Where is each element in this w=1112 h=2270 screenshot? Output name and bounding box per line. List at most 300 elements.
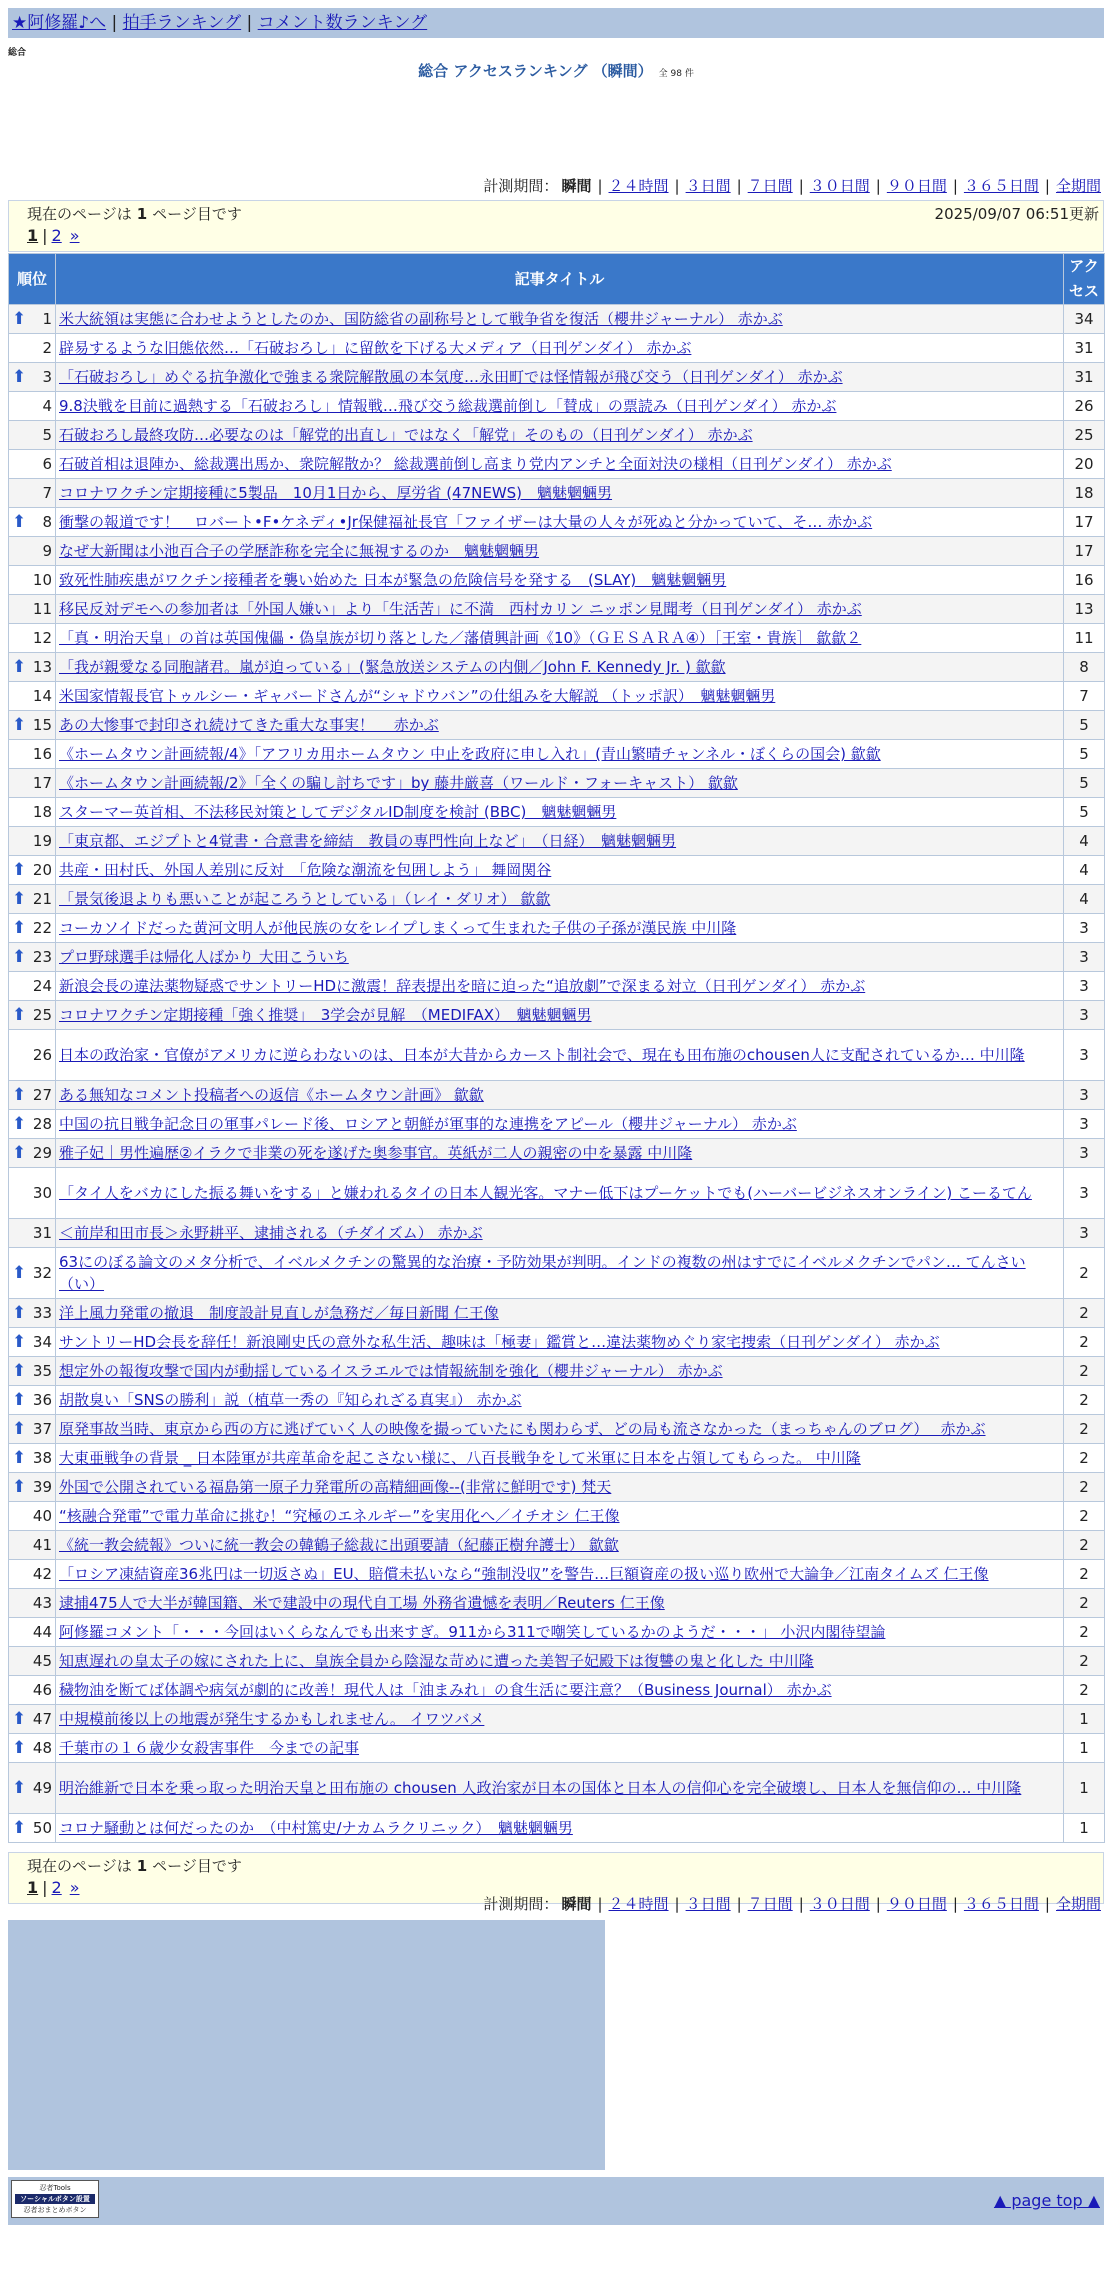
ninja-top-label: 忍者Tools <box>39 2184 71 2192</box>
access-count: 16 <box>1064 566 1105 595</box>
access-count: 5 <box>1064 798 1105 827</box>
title-cell <box>56 1763 1064 1814</box>
rank-cell <box>9 972 56 1001</box>
ranking-row <box>9 392 1105 421</box>
period-option-link[interactable]: ３日間 <box>685 177 731 195</box>
ranking-row <box>9 1110 1105 1139</box>
title-cell <box>56 1560 1064 1589</box>
ranking-table <box>8 253 1105 1843</box>
comment-ranking-link[interactable]: コメント数ランキング <box>257 13 428 33</box>
rank-cell <box>9 1444 56 1473</box>
ranking-row <box>9 1030 1105 1081</box>
article-title-link[interactable]: スターマー英首相、不法移民対策としてデジタルID制度を検討 (BBC) 魑魅魍魎男 <box>59 803 617 821</box>
access-count: 3 <box>1064 1139 1105 1168</box>
article-title-link[interactable]: 《ホームタウン計画続報/2》「全くの騙し討ちです」by 藤井厳喜（ワールド・フォーキャスト） 歙歙 <box>59 774 738 792</box>
article-title-link[interactable]: 石破おろし最終攻防…必要なのは「解党的出直し」ではなく「解党」そのもの（日刊ゲンダイ） 赤かぶ <box>59 426 753 444</box>
rank-number: 38 <box>32 1449 52 1467</box>
page-2-link[interactable]: 2 <box>51 226 62 245</box>
title-cell <box>56 1110 1064 1139</box>
access-count: 2 <box>1064 1502 1105 1531</box>
access-count: 7 <box>1064 682 1105 711</box>
article-title-link[interactable]: 大東亜戦争の背景 _ 日本陸軍が共産革命を起こさない様に、八百長戦争をして米軍に日本を占領してもらった。 中川隆 <box>59 1449 861 1467</box>
rank-up-arrow-icon: ⬆ <box>12 860 27 880</box>
title-cell <box>56 1734 1064 1763</box>
rank-number: 3 <box>42 368 52 386</box>
title-cell <box>56 363 1064 392</box>
ranking-row <box>9 1763 1105 1814</box>
rank-number: 41 <box>32 1536 52 1554</box>
article-title-link[interactable]: あの大惨事で封印され続けてきた重大な事実！ 赤かぶ <box>59 716 439 734</box>
ranking-row <box>9 1415 1105 1444</box>
ranking-row <box>9 1444 1105 1473</box>
title-cell <box>56 1618 1064 1647</box>
rank-number: 15 <box>32 716 52 734</box>
ranking-row <box>9 1560 1105 1589</box>
period-sep: | <box>597 177 603 195</box>
rank-number: 31 <box>32 1224 52 1242</box>
page-sep: | <box>42 226 48 245</box>
rank-number: 48 <box>32 1739 52 1757</box>
rank-up-arrow-icon: ⬆ <box>12 657 27 677</box>
access-count: 20 <box>1064 450 1105 479</box>
rank-up-arrow-icon: ⬆ <box>12 1390 27 1410</box>
col-rank-header: 順位 <box>9 254 56 305</box>
rank-number: 32 <box>32 1264 52 1282</box>
article-title-link[interactable]: 辟易するような旧態依然…「石破おろし」に留飲を下げる大メディア（日刊ゲンダイ） 赤かぶ <box>59 339 692 357</box>
ranking-row <box>9 1734 1105 1763</box>
article-title-link[interactable]: 9.8決戦を目前に過熱する「石破おろし」情報戦…飛び交う総裁選前倒し「賛成」の票読み（日刊ゲンダイ） 赤かぶ <box>59 397 837 415</box>
rank-cell <box>9 740 56 769</box>
rank-cell <box>9 1248 56 1299</box>
rank-cell <box>9 711 56 740</box>
article-title-link[interactable]: 「タイ人をバカにした振る舞いをする」と嫌われるタイの日本人観光客。マナー低下はプーケットでも(ハーバービジネスオンライン) こーるてん <box>59 1184 1032 1202</box>
rank-cell <box>9 885 56 914</box>
rank-cell <box>9 798 56 827</box>
access-count: 1 <box>1064 1705 1105 1734</box>
ranking-row <box>9 1589 1105 1618</box>
rank-cell <box>9 1328 56 1357</box>
access-count: 3 <box>1064 1001 1105 1030</box>
article-title-link[interactable]: 共産・田村氏、外国人差別に反対 「危険な潮流を包囲しよう」 舞岡関谷 <box>59 861 552 879</box>
article-title-link[interactable]: 「真・明治天皇」の首は英国傀儡・偽皇族が切り落とした／藩債興計画《10》（ＧＥＳＡＲＡ④）［王室・貴族］ 歙歙２ <box>59 629 862 647</box>
rank-up-arrow-icon: ⬆ <box>12 367 27 387</box>
page-status <box>27 1855 1093 1876</box>
period-option-link[interactable]: ３０日間 <box>809 177 870 195</box>
title-cell <box>56 1219 1064 1248</box>
access-count: 2 <box>1064 1560 1105 1589</box>
rank-number: 11 <box>32 600 52 618</box>
ranking-row <box>9 1357 1105 1386</box>
rank-cell <box>9 653 56 682</box>
ranking-row <box>9 653 1105 682</box>
ranking-row <box>9 624 1105 653</box>
title-cell <box>56 1814 1064 1843</box>
rank-up-arrow-icon: ⬆ <box>12 1448 27 1468</box>
period-option-link[interactable]: ２４時間 <box>608 1895 669 1913</box>
rank-up-arrow-icon: ⬆ <box>12 309 27 329</box>
rank-cell <box>9 1357 56 1386</box>
article-title-link[interactable]: 日本の政治家・官僚がアメリカに逆らわないのは、日本が大昔からカースト制社会で、現在も田布施のchousen人に支配されているか… 中川隆 <box>59 1046 1025 1064</box>
access-count: 2 <box>1064 1618 1105 1647</box>
article-title-link[interactable]: 「我が親愛なる同胞諸君。嵐が迫っている」(緊急放送システムの内側／John F. Kennedy Jr. ) 歙歙 <box>59 658 726 676</box>
access-count: 5 <box>1064 711 1105 740</box>
title-cell <box>56 624 1064 653</box>
article-title-link[interactable]: 「ロシア凍結資産36兆円は一切返さぬ」EU、賠償未払いなら“強制没収”を警告…巨額資産の扱い巡り欧州で大論争／江南タイムズ 仁王像 <box>59 1565 989 1583</box>
article-title-link[interactable]: 原発事故当時、東京から西の方に逃げていく人の映像を撮っていたにも関わらず、どの局も流さなかった（まっちゃんのブログ） 赤かぶ <box>59 1420 986 1438</box>
access-count: 18 <box>1064 479 1105 508</box>
article-title-link[interactable]: 「景気後退よりも悪いことが起ころうとしている」（レイ・ダリオ） 歙歙 <box>59 890 551 908</box>
access-count: 2 <box>1064 1531 1105 1560</box>
nav-sep: | <box>111 13 118 33</box>
period-option-link[interactable]: 全期間 <box>1055 177 1101 195</box>
title-cell <box>56 711 1064 740</box>
rank-cell <box>9 1560 56 1589</box>
access-count: 1 <box>1064 1734 1105 1763</box>
rank-number: 5 <box>42 426 52 444</box>
ranking-row <box>9 1814 1105 1843</box>
article-title-link[interactable]: 阿修羅コメント「・・・今回はいくらなんでも出来すぎ。911から311で嘲笑しているかのようだ・・・」 小沢内閣待望論 <box>59 1623 886 1641</box>
article-title-link[interactable]: サントリーHD会長を辞任！新浪剛史氏の意外な私生活、趣味は「極妻」鑑賞と…違法薬物めぐり家宅捜索（日刊ゲンダイ） 赤かぶ <box>59 1333 940 1351</box>
period-sep: | <box>736 1895 742 1913</box>
rank-number: 24 <box>32 977 52 995</box>
title-cell <box>56 305 1064 334</box>
article-title-link[interactable]: 新浪会長の違法薬物疑惑でサントリーHDに激震！辞表提出を暗に迫った“追放劇”で深まる対立（日刊ゲンダイ） 赤かぶ <box>59 977 866 995</box>
article-title-link[interactable]: 63にのぼる論文のメタ分析で、イベルメクチンの驚異的な治療・予防効果が判明。インドの複数の州はすでにイベルメクチンでパン… てんさい（い） <box>59 1253 1026 1293</box>
title-cell <box>56 1248 1064 1299</box>
period-current: 瞬間 <box>561 1895 592 1913</box>
period-sep: | <box>798 1895 804 1913</box>
rank-number: 43 <box>32 1594 52 1612</box>
ranking-row <box>9 1139 1105 1168</box>
rank-number: 39 <box>32 1478 52 1496</box>
article-title-link[interactable]: コーカソイドだった黄河文明人が他民族の女をレイプしまくって生まれた子供の子孫が漢民族 中川隆 <box>59 919 737 937</box>
title-cell <box>56 943 1064 972</box>
period-selector <box>483 175 1104 196</box>
article-title-link[interactable]: 米国家情報長官トゥルシー・ギャバードさんが“シャドウバン”の仕組みを大解説 （トッポ訳） 魑魅魍魎男 <box>59 687 776 705</box>
access-count: 2 <box>1064 1328 1105 1357</box>
ninja-social-button[interactable] <box>11 2180 99 2218</box>
access-count: 8 <box>1064 653 1105 682</box>
access-count: 17 <box>1064 508 1105 537</box>
ranking-row <box>9 363 1105 392</box>
period-label: 計測期間： <box>483 1895 559 1913</box>
rank-up-arrow-icon: ⬆ <box>12 1361 27 1381</box>
rank-number: 28 <box>32 1115 52 1133</box>
title-cell <box>56 508 1064 537</box>
title-cell <box>56 1030 1064 1081</box>
period-option-link[interactable]: 全期間 <box>1055 1895 1101 1913</box>
rank-cell <box>9 363 56 392</box>
rank-number: 34 <box>32 1333 52 1351</box>
title-cell <box>56 972 1064 1001</box>
access-count: 2 <box>1064 1444 1105 1473</box>
article-title-link[interactable]: 衝撃の報道です！ ロバート•F•ケネディ•Jr保健福祉長官「ファイザーは大量の人々が死ぬと分かっていて、そ… 赤かぶ <box>59 513 873 531</box>
article-title-link[interactable]: 千葉市の１６歳少女殺害事件 今までの記事 <box>59 1739 360 1757</box>
title-cell <box>56 450 1064 479</box>
ranking-row <box>9 450 1105 479</box>
title-cell <box>56 1589 1064 1618</box>
access-count: 3 <box>1064 1030 1105 1081</box>
period-option-link[interactable]: ２４時間 <box>608 177 669 195</box>
rank-cell <box>9 508 56 537</box>
title-cell <box>56 1299 1064 1328</box>
rank-number: 21 <box>32 890 52 908</box>
article-title-link[interactable]: 雅子妃｜男性遍歴②イラクで非業の死を遂げた奥参事官。英紙が二人の親密の中を暴露 中川隆 <box>59 1144 693 1162</box>
ranking-row <box>9 305 1105 334</box>
rank-cell <box>9 943 56 972</box>
article-title-link[interactable]: 知恵遅れの皇太子の嫁にされた上に、皇族全員から陰湿な苛めに遭った美智子妃殿下は復讐の鬼と化した 中川隆 <box>59 1652 814 1670</box>
article-title-link[interactable]: 穢物油を断てば体調や病気が劇的に改善！現代人は「油まみれ」の食生活に要注意？（Business Journal） 赤かぶ <box>59 1681 832 1699</box>
rank-up-arrow-icon: ⬆ <box>12 1709 27 1729</box>
period-option-link[interactable]: ３０日間 <box>809 1895 870 1913</box>
access-count: 4 <box>1064 885 1105 914</box>
article-title-link[interactable]: 致死性肺疾患がワクチン接種者を襲い始めた 日本が緊急の危険信号を発する (SLAY) 魑魅魍魎男 <box>59 571 727 589</box>
ranking-row <box>9 682 1105 711</box>
article-title-link[interactable]: 胡散臭い「SNSの勝利」説（植草一秀の『知られざる真実』） 赤かぶ <box>59 1391 522 1409</box>
rank-number: 13 <box>32 658 52 676</box>
title-cell <box>56 421 1064 450</box>
rank-cell <box>9 1473 56 1502</box>
ranking-row <box>9 798 1105 827</box>
ad-space <box>8 1920 605 2170</box>
title-cell <box>56 740 1064 769</box>
access-count: 5 <box>1064 769 1105 798</box>
access-count: 1 <box>1064 1763 1105 1814</box>
article-title-link[interactable]: 米大統領は実態に合わせようとしたのか、国防総省の副称号として戦争省を復活（櫻井ジャーナル） 赤かぶ <box>59 310 783 328</box>
title-cell <box>56 1531 1064 1560</box>
rank-cell <box>9 682 56 711</box>
access-count: 3 <box>1064 943 1105 972</box>
article-title-link[interactable]: コロナワクチン定期接種「強く推奨」 3学会が見解 （MEDIFAX） 魑魅魍魎男 <box>59 1006 592 1024</box>
article-title-link[interactable]: 洋上風力発電の撤退 制度設計見直しが急務だ／毎日新聞 仁王像 <box>59 1304 499 1322</box>
article-title-link[interactable]: 「東京都、エジプトと4覚書・合意書を締結 教員の専門性向上など」 （日経） 魑魅魍魎男 <box>59 832 677 850</box>
ninja-mid-label: ソーシャルボタン設置 <box>15 2194 95 2204</box>
next-page-link[interactable]: » <box>69 226 80 245</box>
title-cell <box>56 566 1064 595</box>
access-count: 2 <box>1064 1473 1105 1502</box>
article-title-link[interactable]: “核融合発電”で電力革命に挑む！“究極のエネルギー”を実用化へ／イチオシ 仁王像 <box>59 1507 620 1525</box>
rank-up-arrow-icon: ⬆ <box>12 947 27 967</box>
title-cell <box>56 392 1064 421</box>
rank-cell <box>9 1386 56 1415</box>
period-option-link[interactable]: ３日間 <box>685 1895 731 1913</box>
rank-cell <box>9 1618 56 1647</box>
rank-cell <box>9 595 56 624</box>
access-count: 2 <box>1064 1248 1105 1299</box>
rank-up-arrow-icon: ⬆ <box>12 1114 27 1134</box>
title-cell <box>56 1705 1064 1734</box>
rank-number: 26 <box>32 1046 52 1064</box>
rank-number: 44 <box>32 1623 52 1641</box>
title-cell <box>56 856 1064 885</box>
rank-number: 49 <box>32 1779 52 1797</box>
page-number: 1 <box>136 205 148 223</box>
article-title-link[interactable]: 逮捕475人で大半が韓国籍、米で建設中の現代自工場 外務省遺憾を表明／Reuters 仁王像 <box>59 1594 665 1612</box>
rank-cell <box>9 421 56 450</box>
rank-number: 19 <box>32 832 52 850</box>
rank-cell <box>9 1647 56 1676</box>
access-count: 34 <box>1064 305 1105 334</box>
page-top-link[interactable]: ▲ page top ▲ <box>993 2191 1100 2210</box>
rank-number: 40 <box>32 1507 52 1525</box>
rank-number: 14 <box>32 687 52 705</box>
access-count: 3 <box>1064 1168 1105 1219</box>
rank-cell <box>9 1676 56 1705</box>
rank-cell <box>9 1531 56 1560</box>
page-prefix: 現在のページは <box>27 1857 132 1875</box>
period-sep: | <box>952 177 958 195</box>
rank-up-arrow-icon: ⬆ <box>12 1263 27 1283</box>
article-title-link[interactable]: ＜前岸和田市長＞永野耕平、逮捕される（チダイズム） 赤かぶ <box>59 1224 483 1242</box>
rank-up-arrow-icon: ⬆ <box>12 1332 27 1352</box>
rank-number: 1 <box>42 310 52 328</box>
title-cell <box>56 914 1064 943</box>
period-sep: | <box>952 1895 958 1913</box>
title-cell <box>56 827 1064 856</box>
rank-cell <box>9 1081 56 1110</box>
article-title-link[interactable]: 中規模前後以上の地震が発生するかもしれません。 イワツバメ <box>59 1710 485 1728</box>
ranking-row <box>9 1473 1105 1502</box>
title-cell <box>56 1081 1064 1110</box>
title-cell <box>56 769 1064 798</box>
rank-cell <box>9 1814 56 1843</box>
rank-up-arrow-icon: ⬆ <box>12 1738 27 1758</box>
period-sep: | <box>1044 1895 1050 1913</box>
period-selector-bottom <box>483 1893 1104 1914</box>
ninja-bot-label: 忍者おまとめボタン <box>23 2206 87 2214</box>
article-title-link[interactable]: プロ野球選手は帰化人ばかり 大田こういち <box>59 948 349 966</box>
rank-cell <box>9 1168 56 1219</box>
article-title-link[interactable]: 中国の抗日戦争記念日の軍事パレード後、ロシアと朝鮮が軍事的な連携をアピール（櫻井ジャーナル） 赤かぶ <box>59 1115 797 1133</box>
article-title-link[interactable]: コロナ騒動とは何だったのか （中村篤史/ナカムラクリニック） 魑魅魍魎男 <box>59 1819 573 1837</box>
article-title-link[interactable]: 想定外の報復攻撃で国内が動揺しているイスラエルでは情報統制を強化（櫻井ジャーナル） 赤かぶ <box>59 1362 723 1380</box>
rank-number: 37 <box>32 1420 52 1438</box>
article-title-link[interactable]: ある無知なコメント投稿者への返信《ホームタウン計画》 歙歙 <box>59 1086 484 1104</box>
rank-number: 35 <box>32 1362 52 1380</box>
period-option-link[interactable]: ７日間 <box>747 177 793 195</box>
page-2-link[interactable]: 2 <box>51 1878 62 1897</box>
ranking-row <box>9 1081 1105 1110</box>
access-count: 11 <box>1064 624 1105 653</box>
ranking-row <box>9 1647 1105 1676</box>
access-count: 26 <box>1064 392 1105 421</box>
title-cell <box>56 1415 1064 1444</box>
title-cell <box>56 653 1064 682</box>
article-title-link[interactable]: 外国で公開されている福島第一原子力発電所の高精細画像--(非常に鮮明です) 梵天 <box>59 1478 612 1496</box>
rank-cell <box>9 1219 56 1248</box>
title-cell <box>56 334 1064 363</box>
article-title-link[interactable]: コロナワクチン定期接種に5製品 10月1日から、厚労省 (47NEWS) 魑魅魍魎男 <box>59 484 613 502</box>
rank-number: 30 <box>32 1184 52 1202</box>
article-title-link[interactable]: 「石破おろし」めぐる抗争激化で強まる衆院解散風の本気度…永田町では怪情報が飛び交う（日刊ゲンダイ） 赤かぶ <box>59 368 843 386</box>
rank-number: 4 <box>42 397 52 415</box>
ranking-row <box>9 1705 1105 1734</box>
ranking-row <box>9 1676 1105 1705</box>
access-count: 2 <box>1064 1589 1105 1618</box>
rank-number: 7 <box>42 484 52 502</box>
rank-cell <box>9 1299 56 1328</box>
rank-cell <box>9 1415 56 1444</box>
page-1-current: 1 <box>27 226 39 245</box>
period-option-link[interactable]: ７日間 <box>747 1895 793 1913</box>
period-option-link[interactable]: ９０日間 <box>886 1895 947 1913</box>
ranking-row <box>9 595 1105 624</box>
page-info-box <box>8 200 1104 252</box>
rank-cell <box>9 305 56 334</box>
article-title-link[interactable]: 《統一教会続報》ついに統一教会の韓鶴子総裁に出頭要請（紀藤正樹弁護士） 歙歙 <box>59 1536 619 1554</box>
access-count: 31 <box>1064 334 1105 363</box>
ranking-row <box>9 914 1105 943</box>
article-title-link[interactable]: 石破首相は退陣か、総裁選出馬か、衆院解散か？ 総裁選前倒し高まり党内アンチと全面対決の様相（日刊ゲンダイ） 赤かぶ <box>59 455 892 473</box>
ranking-row <box>9 1618 1105 1647</box>
title-cell <box>56 1502 1064 1531</box>
rank-number: 47 <box>32 1710 52 1728</box>
rank-number: 22 <box>32 919 52 937</box>
page-number: 1 <box>136 1857 148 1875</box>
top-nav <box>8 8 1104 38</box>
period-option-link[interactable]: ３６５日間 <box>963 177 1039 195</box>
period-sep: | <box>674 1895 680 1913</box>
period-sep: | <box>674 177 680 195</box>
rank-up-arrow-icon: ⬆ <box>12 1085 27 1105</box>
ranking-row <box>9 1248 1105 1299</box>
article-title-link[interactable]: 明治維新で日本を乗っ取った明治天皇と田布施の chousen 人政治家が日本の国体と日本人の信仰心を完全破壊し、日本人を無信仰の… 中川隆 <box>59 1779 1022 1797</box>
access-count: 31 <box>1064 363 1105 392</box>
rank-cell <box>9 1734 56 1763</box>
page-suffix: ページ目です <box>152 1857 242 1875</box>
ranking-row <box>9 769 1105 798</box>
title-cell <box>56 479 1064 508</box>
period-option-link[interactable]: ９０日間 <box>886 177 947 195</box>
rank-up-arrow-icon: ⬆ <box>12 1818 27 1838</box>
home-link[interactable]: ★阿修羅♪へ <box>12 13 107 33</box>
rank-number: 25 <box>32 1006 52 1024</box>
title-cell <box>56 1647 1064 1676</box>
access-count: 2 <box>1064 1647 1105 1676</box>
page-title <box>0 60 1112 81</box>
rank-number: 42 <box>32 1565 52 1583</box>
period-sep: | <box>875 177 881 195</box>
rank-number: 20 <box>32 861 52 879</box>
rank-up-arrow-icon: ⬆ <box>12 1005 27 1025</box>
rank-up-arrow-icon: ⬆ <box>12 1143 27 1163</box>
title-cell <box>56 1001 1064 1030</box>
updated-time: 2025/09/07 06:51更新 <box>934 205 1099 223</box>
title-cell <box>56 1168 1064 1219</box>
ranking-row <box>9 1531 1105 1560</box>
article-title-link[interactable]: なぜ大新聞は小池百合子の学歴詐称を完全に無視するのか 魑魅魍魎男 <box>59 542 540 560</box>
period-option-link[interactable]: ３６５日間 <box>963 1895 1039 1913</box>
next-page-link[interactable]: » <box>69 1878 80 1897</box>
access-count: 2 <box>1064 1415 1105 1444</box>
access-count: 3 <box>1064 1081 1105 1110</box>
rank-cell <box>9 479 56 508</box>
rank-cell <box>9 914 56 943</box>
ranking-row <box>9 740 1105 769</box>
access-count: 3 <box>1064 914 1105 943</box>
article-title-link[interactable]: 移民反対デモへの参加者は「外国人嫌い」より「生活苦」に不満 西村カリン ニッポン見聞考（日刊ゲンダイ） 赤かぶ <box>59 600 862 618</box>
article-title-link[interactable]: 《ホームタウン計画続報/4》「アフリカ用ホームタウン 中止を政府に申し入れ」(青山繁晴チャンネル・ぼくらの国会) 歙歙 <box>59 745 881 763</box>
ranking-row <box>9 1502 1105 1531</box>
clap-ranking-link[interactable]: 拍手ランキング <box>122 13 242 33</box>
title-cell <box>56 1473 1064 1502</box>
ranking-row <box>9 1386 1105 1415</box>
rank-number: 36 <box>32 1391 52 1409</box>
title-cell <box>56 1444 1064 1473</box>
title-cell <box>56 1328 1064 1357</box>
total-count: 全 98 件 <box>658 69 694 79</box>
rank-up-arrow-icon: ⬆ <box>12 1419 27 1439</box>
